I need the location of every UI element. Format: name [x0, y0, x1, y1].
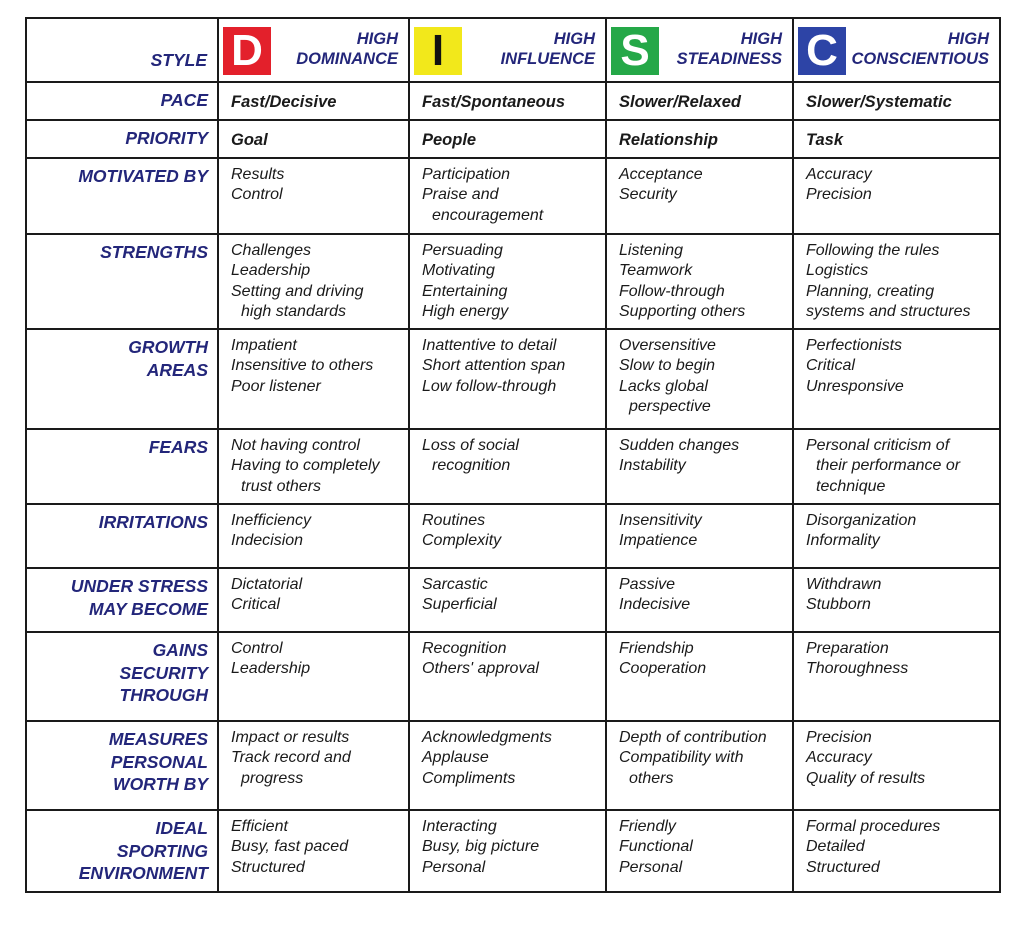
cell-line: Impact or results [231, 729, 350, 746]
column-title [296, 29, 398, 69]
table-cell [409, 82, 606, 120]
table-cell [793, 329, 1000, 429]
cell-line: Complexity [422, 532, 502, 550]
cell-line: Setting and driving [231, 282, 364, 300]
cell-line: Unresponsive [806, 377, 904, 395]
table-cell [793, 82, 1000, 120]
table-row [26, 158, 1000, 234]
cell-line: Impatient [231, 337, 297, 354]
cell-line: encouragement [432, 206, 544, 224]
row-label-line: GAINS [152, 640, 208, 660]
cell-line: Structured [231, 858, 305, 876]
table-cell [793, 721, 1000, 810]
table-cell [218, 568, 409, 632]
row-label [26, 158, 218, 234]
table-row [26, 632, 1000, 721]
cell-line: Leadership [231, 262, 311, 280]
table-row [26, 568, 1000, 632]
cell-line: Functional [619, 838, 693, 856]
cell-line: Leadership [231, 660, 311, 678]
cell-line: technique [816, 477, 886, 495]
table-row [26, 329, 1000, 429]
letter-s-badge: S [611, 27, 659, 75]
table-cell [793, 568, 1000, 632]
cell-line: Challenges [231, 242, 312, 259]
cell-line: Track record and [231, 749, 351, 767]
letter-d-badge: D [223, 27, 271, 75]
cell-line: Disorganization [806, 512, 917, 529]
style-label: STYLE [150, 50, 207, 70]
table-cell [218, 234, 409, 329]
cell-line: Praise and [422, 186, 499, 204]
letter-c-badge: C [798, 27, 846, 75]
row-label [26, 329, 218, 429]
table-cell [409, 234, 606, 329]
cell-line: Motivating [422, 262, 495, 280]
cell-line: Impatience [619, 532, 698, 550]
cell-line: Slower/Systematic [806, 93, 952, 111]
cell-line: Slower/Relaxed [619, 93, 741, 111]
table-cell [606, 82, 793, 120]
cell-line: Preparation [806, 640, 889, 657]
cell-line: Precision [806, 186, 872, 204]
table-cell [606, 429, 793, 504]
table-cell [793, 810, 1000, 892]
cell-line: Acknowledgments [422, 729, 552, 746]
cell-line: Entertaining [422, 282, 508, 300]
table-cell [606, 632, 793, 721]
row-label [26, 504, 218, 568]
cell-line: Fast/Decisive [231, 93, 337, 111]
cell-line: Insensitivity [619, 512, 702, 529]
table-cell [606, 329, 793, 429]
cell-line: their performance or [816, 457, 961, 475]
table-cell [218, 82, 409, 120]
row-label-line: STRENGTHS [100, 242, 208, 262]
cell-line: Goal [231, 131, 268, 149]
cell-line: Slow to begin [619, 357, 716, 375]
row-label-line: THROUGH [119, 685, 208, 705]
cell-line: Low follow-through [422, 377, 557, 395]
cell-line: Indecisive [619, 596, 691, 614]
cell-line: Teamwork [619, 262, 693, 280]
cell-line: Follow-through [619, 282, 725, 300]
title-line-2: STEADINESS [676, 50, 782, 68]
table-cell [793, 429, 1000, 504]
cell-line: Cooperation [619, 660, 707, 678]
table-row [26, 810, 1000, 892]
cell-line: Critical [231, 596, 280, 614]
row-label-line: MOTIVATED BY [78, 166, 208, 186]
row-label-line: WORTH BY [113, 774, 208, 794]
table-cell [218, 120, 409, 158]
row-label-line: PERSONAL [110, 751, 208, 772]
row-label-line: AREAS [146, 359, 208, 380]
cell-line: Security [619, 186, 677, 204]
cell-line: People [422, 131, 477, 149]
cell-line: Thoroughness [806, 660, 909, 678]
cell-line: progress [241, 769, 304, 787]
table-cell [606, 810, 793, 892]
cell-line: Loss of social [422, 437, 519, 454]
table-cell [218, 329, 409, 429]
cell-line: Interacting [422, 818, 497, 835]
row-label [26, 721, 218, 810]
cell-line: Logistics [806, 262, 869, 280]
cell-line: others [629, 769, 674, 787]
cell-line: Detailed [806, 838, 865, 856]
column-header-conscientious [793, 18, 1000, 82]
row-label-line: IRRITATIONS [98, 512, 208, 532]
table-cell [606, 234, 793, 329]
style-header-cell [26, 18, 218, 82]
cell-line: Critical [806, 357, 855, 375]
cell-line: Stubborn [806, 596, 871, 614]
table-cell [606, 568, 793, 632]
row-label-line: PACE [160, 90, 208, 110]
cell-line: Precision [806, 729, 872, 746]
cell-line: Structured [806, 858, 880, 876]
cell-line: Insensitive to others [231, 357, 374, 375]
table-cell [793, 234, 1000, 329]
cell-line: Instability [619, 457, 686, 475]
cell-line: Inattentive to detail [422, 337, 557, 354]
title-line-2: DOMINANCE [296, 50, 398, 68]
table-cell [793, 158, 1000, 234]
cell-line: Perfectionists [806, 337, 903, 354]
table-cell [409, 504, 606, 568]
row-label-line: MEASURES [108, 729, 208, 749]
cell-line: Control [231, 640, 283, 657]
title-line-2: INFLUENCE [500, 50, 595, 68]
cell-line: Accuracy [806, 749, 872, 767]
table-cell [218, 158, 409, 234]
cell-line: Accuracy [806, 166, 872, 183]
row-label-line: SECURITY [119, 662, 208, 683]
row-label-line: IDEAL [155, 818, 208, 838]
cell-line: Routines [422, 512, 486, 529]
cell-line: Informality [806, 532, 880, 550]
row-label [26, 568, 218, 632]
cell-line: Formal procedures [806, 818, 941, 835]
table-cell [606, 721, 793, 810]
cell-line: Acceptance [619, 166, 703, 183]
row-label-line: GROWTH [128, 337, 208, 357]
table-cell [409, 721, 606, 810]
table-cell [218, 810, 409, 892]
table-row [26, 721, 1000, 810]
cell-line: Busy, big picture [422, 838, 540, 856]
row-label [26, 810, 218, 892]
cell-line: Quality of results [806, 769, 926, 787]
column-title [501, 29, 595, 69]
title-line-1: HIGH [740, 30, 782, 48]
row-label [26, 120, 218, 158]
cell-line: Friendly [619, 818, 676, 835]
cell-line: Passive [619, 576, 676, 593]
header-row [26, 18, 1000, 82]
cell-line: Recognition [422, 640, 507, 657]
column-header-influence [409, 18, 606, 82]
table-cell [793, 120, 1000, 158]
table-cell [606, 158, 793, 234]
row-label-line: ENVIRONMENT [78, 863, 208, 883]
cell-line: perspective [629, 397, 711, 415]
table-cell [409, 329, 606, 429]
table-cell [793, 504, 1000, 568]
cell-line: Not having control [231, 437, 360, 454]
cell-line: trust others [241, 477, 322, 495]
cell-line: Lacks global [619, 377, 708, 395]
cell-line: Oversensitive [619, 337, 716, 354]
table-cell [218, 504, 409, 568]
table-row [26, 234, 1000, 329]
cell-line: Listening [619, 242, 684, 259]
cell-line: high standards [241, 302, 346, 320]
cell-line: Depth of contribution [619, 729, 767, 746]
cell-line: Following the rules [806, 242, 940, 259]
title-line-2: CONSCIENTIOUS [851, 50, 989, 68]
table-cell [793, 632, 1000, 721]
disc-style-table [25, 17, 1001, 893]
cell-line: Efficient [231, 818, 288, 835]
cell-line: systems and structures [806, 302, 971, 320]
cell-line: Indecision [231, 532, 304, 550]
table-row [26, 429, 1000, 504]
table-row [26, 82, 1000, 120]
cell-line: Sudden changes [619, 437, 740, 454]
cell-line: Others' approval [422, 660, 539, 678]
column-title [677, 29, 782, 69]
table-cell [409, 120, 606, 158]
table-row [26, 120, 1000, 158]
cell-line: High energy [422, 302, 509, 320]
column-title [851, 29, 989, 69]
cell-line: Applause [422, 749, 489, 767]
cell-line: Dictatorial [231, 576, 303, 593]
title-line-1: HIGH [947, 30, 989, 48]
cell-line: Personal [422, 858, 486, 876]
row-label [26, 632, 218, 721]
title-line-1: HIGH [356, 30, 398, 48]
row-label-line: PRIORITY [125, 128, 208, 148]
cell-line: Friendship [619, 640, 694, 657]
cell-line: Personal criticism of [806, 437, 950, 454]
cell-line: Persuading [422, 242, 503, 259]
cell-line: Having to completely [231, 457, 380, 475]
cell-line: Withdrawn [806, 576, 882, 593]
cell-line: Fast/Spontaneous [422, 93, 566, 111]
row-label-line: UNDER STRESS [70, 576, 208, 596]
cell-line: Inefficiency [231, 512, 312, 529]
table-cell [218, 721, 409, 810]
row-label [26, 234, 218, 329]
cell-line: Busy, fast paced [231, 838, 349, 856]
row-label-line: FEARS [148, 437, 208, 457]
cell-line: Relationship [619, 131, 719, 149]
cell-line: Sarcastic [422, 576, 488, 593]
cell-line: Personal [619, 858, 683, 876]
cell-line: Compatibility with [619, 749, 744, 767]
row-label-line: MAY BECOME [89, 598, 208, 619]
cell-line: Task [806, 131, 843, 149]
table-row [26, 504, 1000, 568]
table-cell [606, 504, 793, 568]
cell-line: recognition [432, 457, 511, 475]
table-cell [218, 632, 409, 721]
cell-line: Supporting others [619, 302, 746, 320]
cell-line: Planning, creating [806, 282, 935, 300]
row-label [26, 82, 218, 120]
cell-line: Control [231, 186, 283, 204]
cell-line: Poor listener [231, 377, 321, 395]
cell-line: Results [231, 166, 285, 183]
table-cell [409, 632, 606, 721]
table-cell [606, 120, 793, 158]
row-label [26, 429, 218, 504]
table-cell [409, 810, 606, 892]
title-line-1: HIGH [553, 30, 595, 48]
letter-i-badge: I [414, 27, 462, 75]
row-label-line: SPORTING [116, 840, 208, 861]
cell-line: Short attention span [422, 357, 566, 375]
table-cell [409, 158, 606, 234]
table-cell [218, 429, 409, 504]
cell-line: Superficial [422, 596, 497, 614]
column-header-steadiness [606, 18, 793, 82]
table-cell [409, 429, 606, 504]
table-cell [409, 568, 606, 632]
cell-line: Compliments [422, 769, 516, 787]
cell-line: Participation [422, 166, 511, 183]
column-header-dominance [218, 18, 409, 82]
